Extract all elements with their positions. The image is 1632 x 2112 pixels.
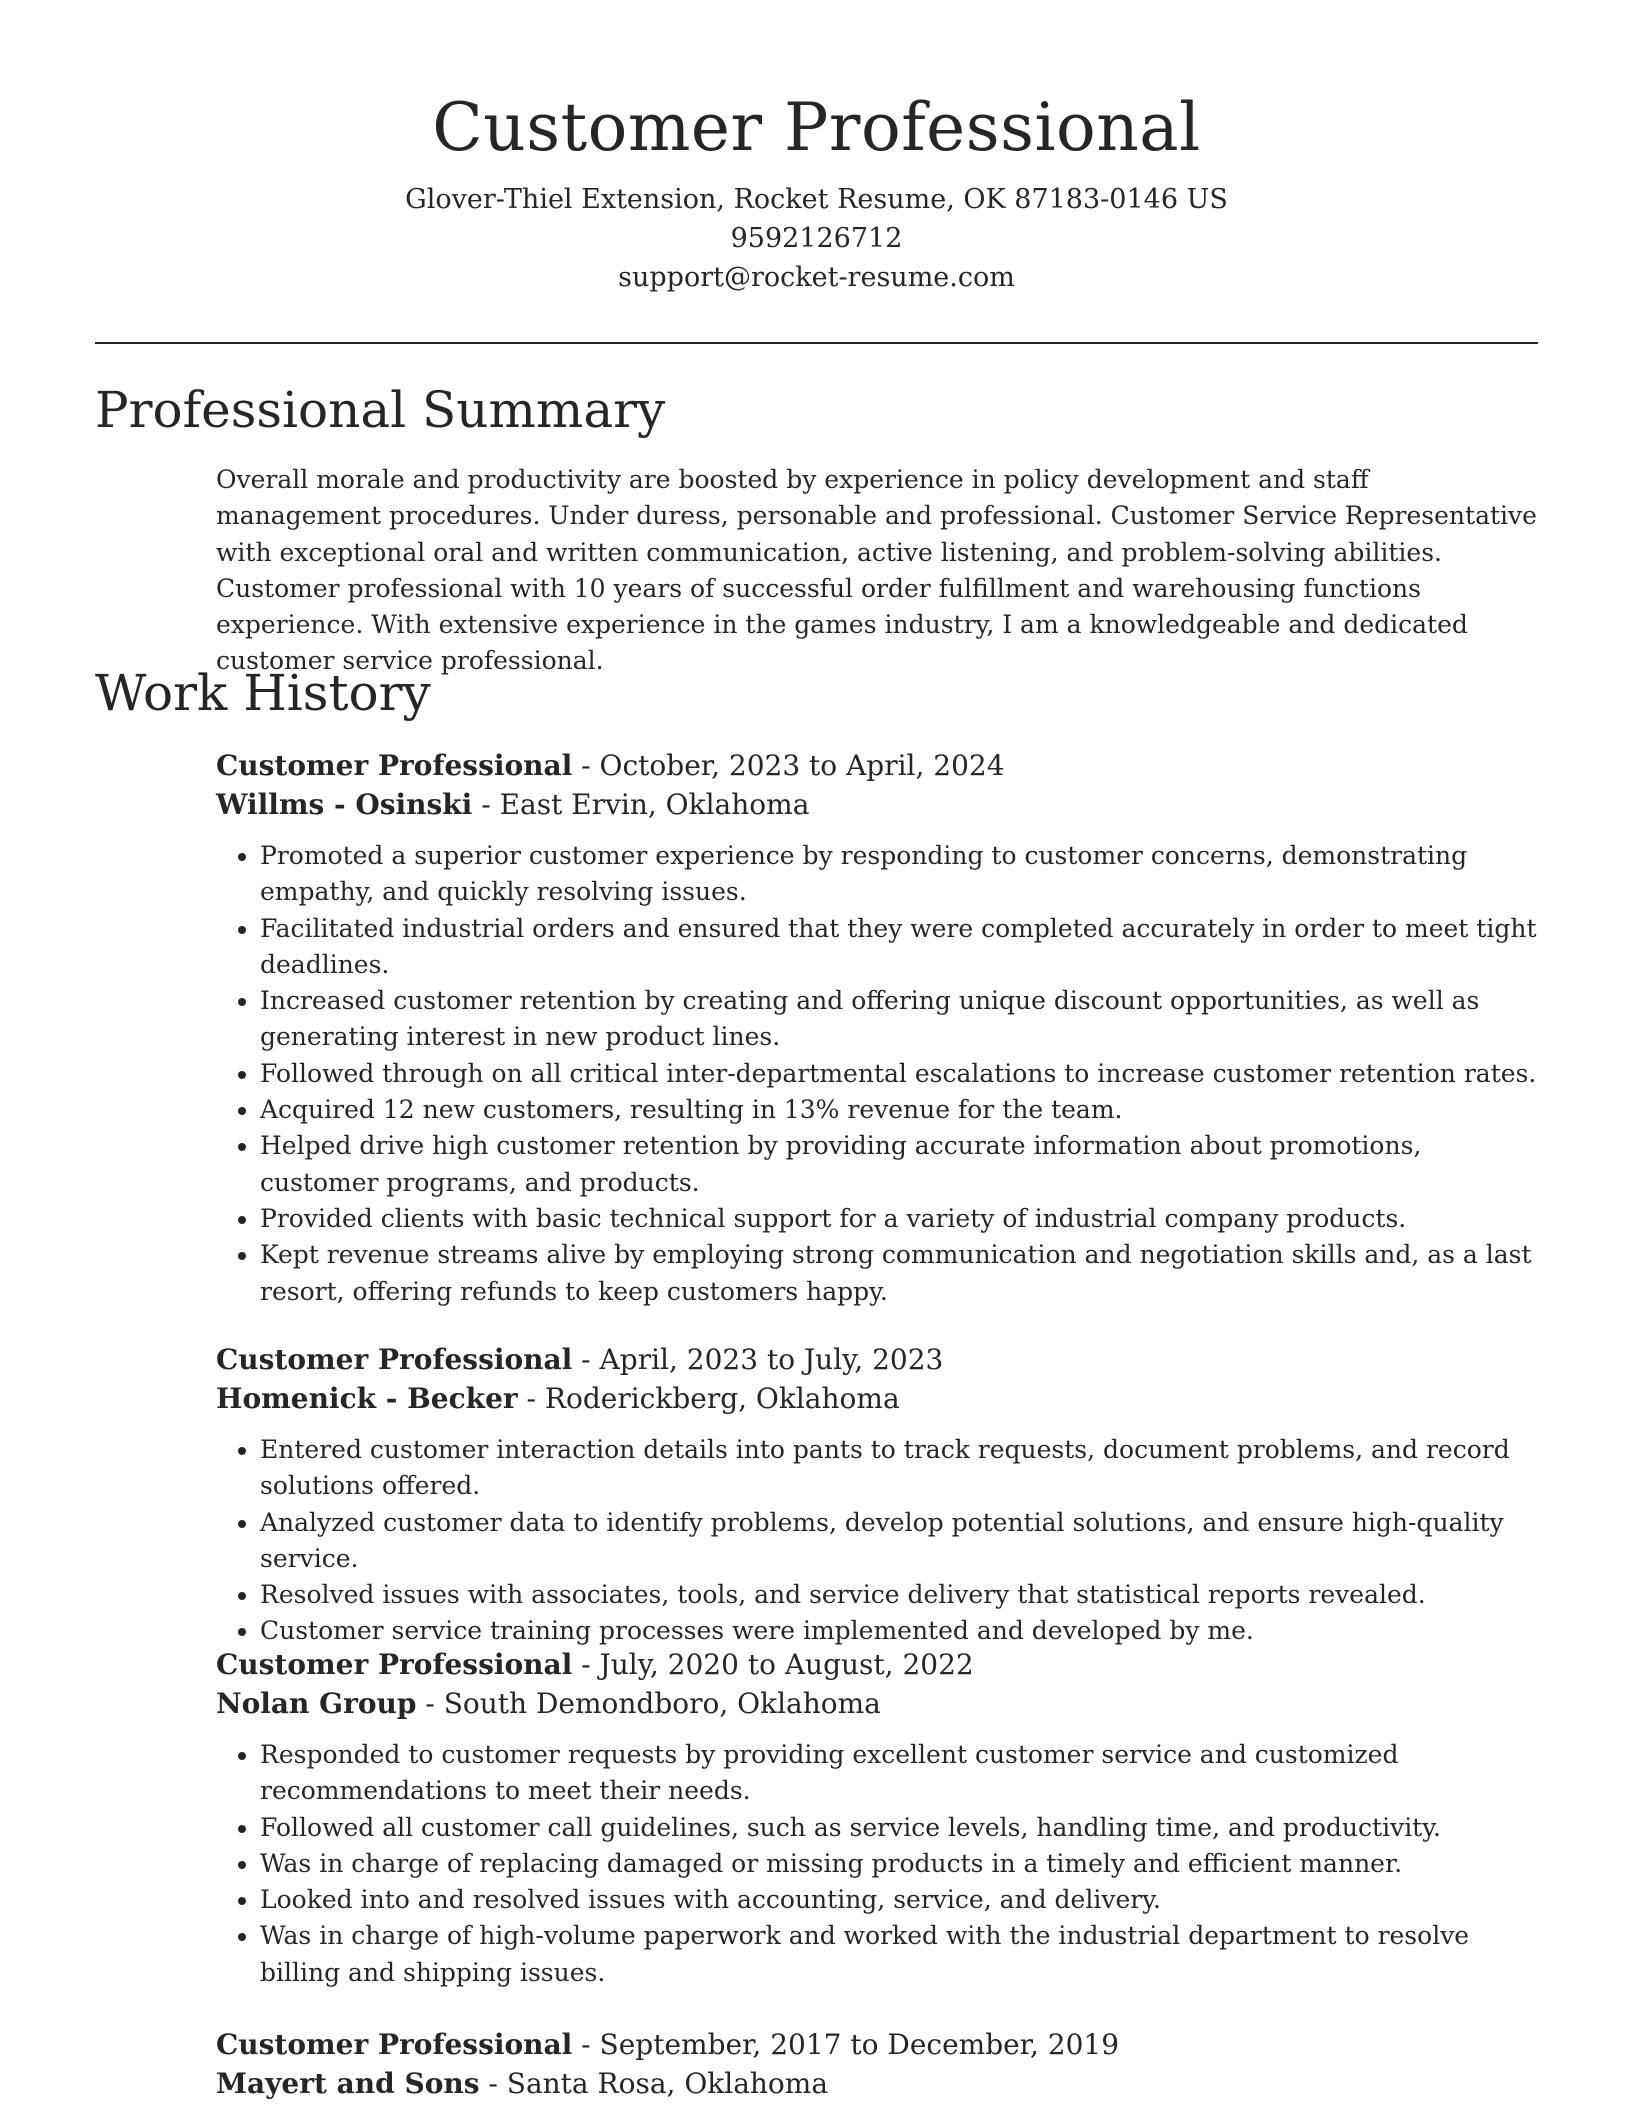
job-bullet: • Resolved issues with associates, tools, and service delivery that statistical reports revealed. bbox=[260, 1577, 1538, 1613]
contact-email: support@rocket-resume.com bbox=[618, 262, 1015, 293]
job-company: Mayert and Sons bbox=[216, 2067, 480, 2100]
job-title-line bbox=[216, 1340, 1538, 1379]
contact-block bbox=[95, 180, 1538, 297]
header-divider bbox=[95, 342, 1538, 344]
job-location: South Demondboro, Oklahoma bbox=[443, 1687, 881, 1720]
separator: - bbox=[517, 1382, 545, 1415]
job-company: Nolan Group bbox=[216, 1687, 417, 1720]
job-position: Customer Professional bbox=[216, 2028, 573, 2061]
separator: - bbox=[572, 1648, 600, 1681]
job-bullet: • Looked into and resolved issues with accounting, service, and delivery. bbox=[260, 1882, 1538, 1918]
resume-header bbox=[95, 82, 1538, 297]
contact-phone: 9592126712 bbox=[730, 223, 903, 254]
job-company: Homenick - Becker bbox=[216, 1382, 518, 1415]
job-bullet: • Followed through on all critical inter-departmental escalations to increase customer retention rates. bbox=[260, 1056, 1538, 1092]
job-location: Santa Rosa, Oklahoma bbox=[506, 2067, 829, 2100]
job-entry bbox=[216, 1340, 1538, 1650]
job-dates: July, 2020 to August, 2022 bbox=[599, 1648, 974, 1681]
separator: - bbox=[416, 1687, 444, 1720]
separator: - bbox=[572, 749, 600, 782]
work-history-heading: Work History bbox=[95, 664, 431, 722]
job-bullet: • Increased customer retention by creating and offering unique discount opportunities, as well as generating interest in new product lines. bbox=[260, 983, 1538, 1056]
job-bullet: • Was in charge of high-volume paperwork and worked with the industrial department to resolve billing and shipping issues. bbox=[260, 1918, 1538, 1991]
job-position: Customer Professional bbox=[216, 749, 573, 782]
job-location: East Ervin, Oklahoma bbox=[499, 788, 810, 821]
separator: - bbox=[472, 788, 500, 821]
job-title-line bbox=[216, 2025, 1538, 2064]
job-bullet: • Entered customer interaction details into pants to track requests, document problems, and record solutions offered. bbox=[260, 1432, 1538, 1505]
summary-heading: Professional Summary bbox=[95, 381, 666, 439]
job-entry bbox=[216, 1645, 1538, 1991]
job-bullet: • Was in charge of replacing damaged or missing products in a timely and efficient manner. bbox=[260, 1846, 1538, 1882]
job-dates: September, 2017 to December, 2019 bbox=[599, 2028, 1120, 2061]
summary-text: Overall morale and productivity are boosted by experience in policy development and staff management procedures. Under duress, personable and professional. Customer Service Representative with exceptional oral and written communication, active listening, and problem-solving abilities. Customer professional with 10 years of successful order fulfillment and warehousing functions experience. With extensive experience in the games industry, I am a knowledgeable and dedicated customer service professional. bbox=[216, 465, 1537, 676]
job-company-line bbox=[216, 1684, 1538, 1723]
job-company-line bbox=[216, 1379, 1538, 1418]
job-bullet: • Responded to customer requests by providing excellent customer service and customized recommendations to meet their needs. bbox=[260, 1737, 1538, 1810]
job-title-line bbox=[216, 1645, 1538, 1684]
job-bullet: • Kept revenue streams alive by employing strong communication and negotiation skills and, as a last resort, offering refunds to keep customers happy. bbox=[260, 1237, 1538, 1310]
job-bullet-list bbox=[216, 838, 1538, 1310]
job-bullet: • Customer service training processes were implemented and developed by me. bbox=[260, 1613, 1538, 1649]
separator: - bbox=[572, 2028, 600, 2061]
job-title-line bbox=[216, 746, 1538, 785]
job-company-line bbox=[216, 785, 1538, 824]
job-bullet-list bbox=[216, 1432, 1538, 1650]
job-dates: April, 2023 to July, 2023 bbox=[599, 1343, 944, 1376]
job-bullet: • Promoted a superior customer experience by responding to customer concerns, demonstrating empathy, and quickly resolving issues. bbox=[260, 838, 1538, 911]
job-bullet-list bbox=[216, 1737, 1538, 1991]
job-dates: October, 2023 to April, 2024 bbox=[599, 749, 1005, 782]
job-bullet: • Acquired 12 new customers, resulting in 13% revenue for the team. bbox=[260, 1092, 1538, 1128]
job-bullet: • Facilitated industrial orders and ensured that they were completed accurately in order to meet tight deadlines. bbox=[260, 911, 1538, 984]
job-position: Customer Professional bbox=[216, 1343, 573, 1376]
separator: - bbox=[479, 2067, 507, 2100]
job-bullet: • Followed all customer call guidelines, such as service levels, handling time, and productivity. bbox=[260, 1810, 1538, 1846]
job-company-line bbox=[216, 2064, 1538, 2103]
job-bullet: • Analyzed customer data to identify problems, develop potential solutions, and ensure high-quality service. bbox=[260, 1505, 1538, 1578]
job-entry bbox=[216, 746, 1538, 1310]
separator: - bbox=[572, 1343, 600, 1376]
job-bullet: • Helped drive high customer retention by providing accurate information about promotions, customer programs, and products. bbox=[260, 1128, 1538, 1201]
job-company: Willms - Osinski bbox=[216, 788, 473, 821]
job-entry bbox=[216, 2025, 1538, 2103]
contact-address: Glover-Thiel Extension, Rocket Resume, OK 87183-0146 US bbox=[405, 184, 1228, 215]
candidate-name: Customer Professional bbox=[432, 89, 1201, 166]
job-bullet: • Provided clients with basic technical support for a variety of industrial company products. bbox=[260, 1201, 1538, 1237]
job-position: Customer Professional bbox=[216, 1648, 573, 1681]
job-location: Roderickberg, Oklahoma bbox=[544, 1382, 900, 1415]
